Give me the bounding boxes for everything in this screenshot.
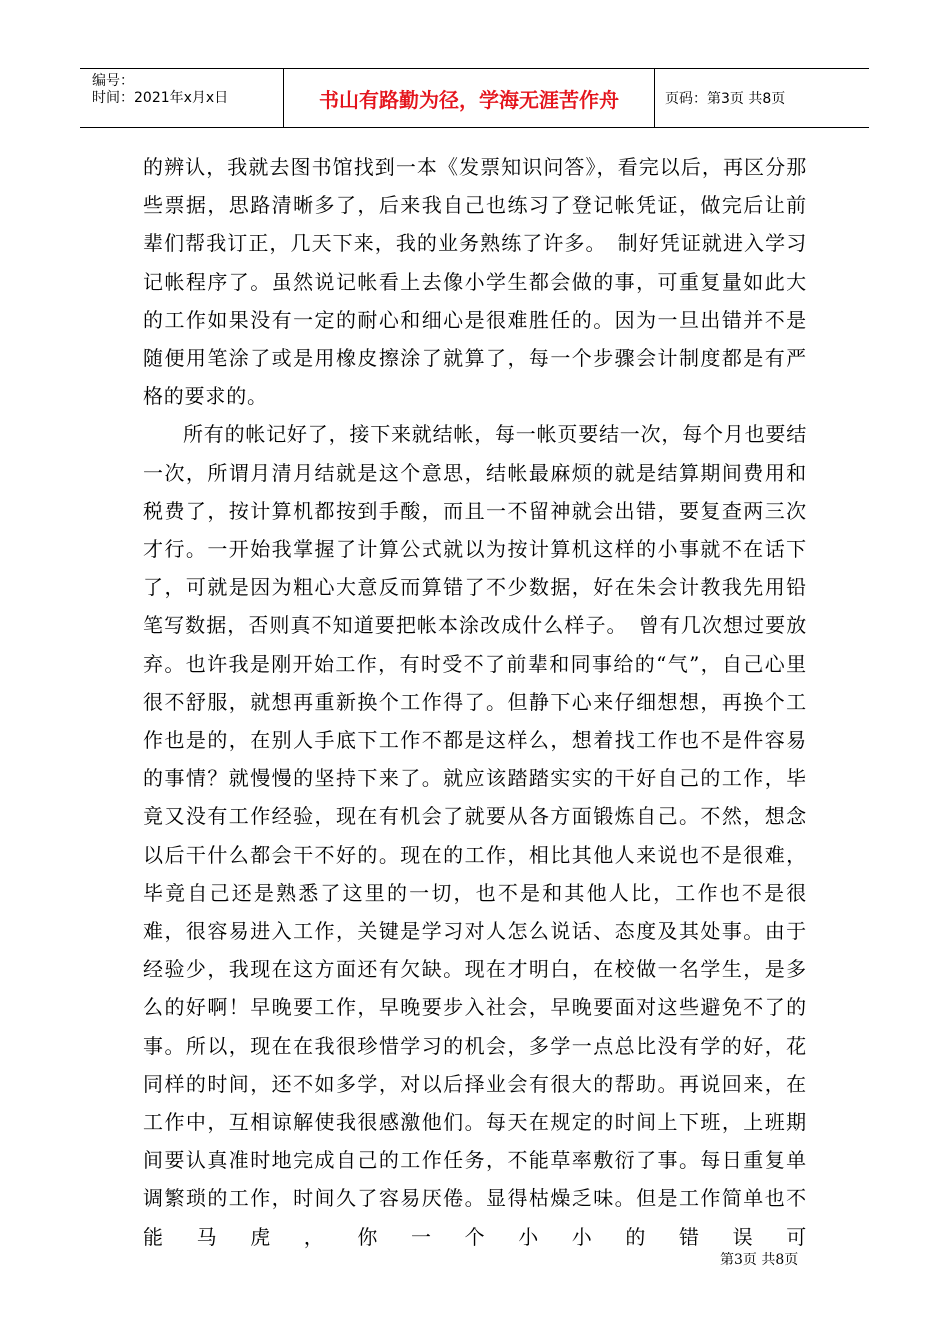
header-page-info: 页码：第3页 共8页 bbox=[665, 91, 786, 107]
page-header bbox=[80, 68, 869, 128]
document-time-label: 时间：2021年x月x日 bbox=[92, 90, 229, 106]
document-body bbox=[143, 148, 807, 1256]
header-motto: 书山有路勤为径，学海无涯苦作舟 bbox=[283, 69, 655, 127]
paragraph-2: 所有的帐记好了，接下来就结帐，每一帐页要结一次，每个月也要结一次，所谓月清月结就是这个意思，结帐最麻烦的就是结算期间费用和税费了，按计算机都按到手酸，而且一不留神就会出错，要复查两三次才行。一开始我掌握了计算公式就以为按计算机这样的小事就不在话下了，可就是因为粗心大意反而算错了不少数据，好在朱会计教我先用铅笔写数据，否则真不知道要把帐本涂改成什么样子。 曾有几次想过要放弃。也许我是刚开始工作，有时受不了前辈和同事给的“气”，自己心里很不舒服，就想再重新换个工作得了。但静下心来仔细想想，再换个工作也是的，在别人手底下工作不都是这样么，想着找工作也不是件容易的事情？就慢慢的坚持下来了。就应该踏踏实实的干好自己的工作，毕竟又没有工作经验，现在有机会了就要从各方面锻炼自己。不然，想念以后干什么都会干不好的。现在的工作，相比其他人来说也不是很难，毕竟自己还是熟悉了这里的一切，也不是和其他人比，工作也不是很难，很容易进入工作，关键是学习对人怎么说话、态度及其处事。由于经验少，我现在这方面还有欠缺。现在才明白，在校做一名学生，是多么的好啊！早晚要工作，早晚要步入社会，早晚要面对这些避免不了的事。所以，现在在我很珍惜学习的机会，多学一点总比没有学的好，花同样的时间，还不如多学，对以后择业会有很大的帮助。再说回来，在工作中，互相谅解使我很感激他们。每天在规定的时间上下班，上班期间要认真准时地完成自己的工作任务，不能草率敷衍了事。每日重复单调繁琐的工作，时间久了容易厌倦。显得枯燥乏味。但是工作简单也不能马虎，你一个小小的错误可 bbox=[143, 422, 807, 1249]
document-number-label: 编号： bbox=[92, 73, 134, 89]
page-footer: 第3页 共8页 bbox=[720, 1252, 799, 1268]
header-meta bbox=[80, 69, 283, 127]
paragraph-1: 的辨认，我就去图书馆找到一本《发票知识问答》，看完以后，再区分那些票据，思路清晰多了，后来我自己也练习了登记帐凭证，做完后让前辈们帮我订正，几天下来，我的业务熟练了许多。 制好凭证就进入学习记帐程序了。虽然说记帐看上去像小学生都会做的事，可重复量如此大的工作如果没有一定的耐心和细心是很难胜任的。因为一旦出错并不是随便用笔涂了或是用橡皮擦涂了就算了，每一个步骤会计制度都是有严格的要求的。 bbox=[143, 155, 807, 409]
